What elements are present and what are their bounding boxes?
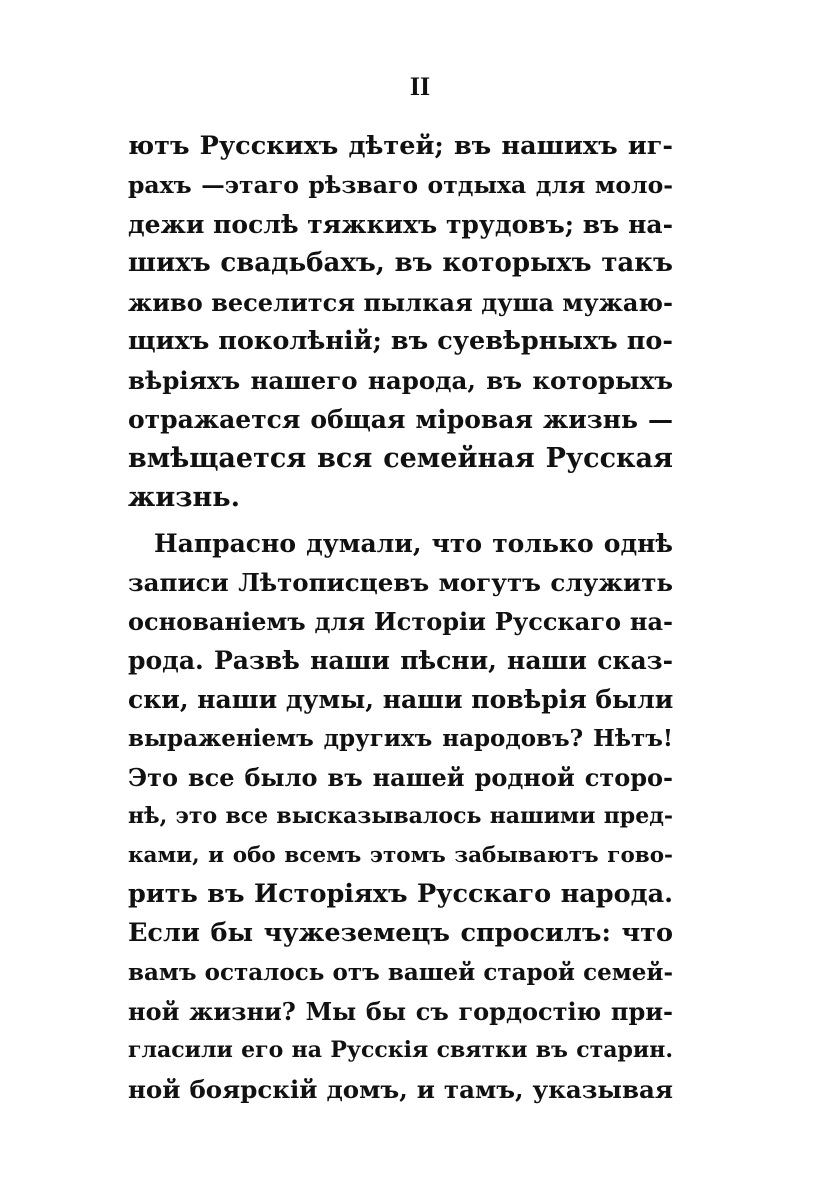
text-line: шихъ свадьбахъ, въ которыхъ такъ: [128, 248, 673, 278]
text-line: ски, наши думы, наши повѣрія были: [128, 685, 673, 714]
text-line: живо веселится пылкая душа мужаю-: [128, 288, 673, 317]
text-line: дежи послѣ тяжкихъ трудовъ; въ на-: [128, 210, 673, 239]
text-line: записи Лѣтописцевъ могутъ служить: [128, 568, 673, 597]
text-line: ной боярскій домъ, и тамъ, указывая: [128, 1075, 673, 1104]
text-line: Напрасно думали, что только однѣ: [154, 529, 673, 558]
text-line: вмѣщается вся семейная Русская: [128, 443, 673, 474]
text-line: ной жизни? Мы бы съ гордостію при-: [128, 997, 673, 1026]
text-line: гласили его на Русскія святки въ старин.: [128, 1037, 673, 1063]
text-line: рода. Развѣ наши пѣсни, наши сказ-: [128, 646, 673, 675]
text-line: отражается общая мірoвая жизнь —: [128, 405, 673, 434]
text-line: рить въ Исторіяхъ Русскаго народа.: [128, 879, 673, 909]
page-number: II: [409, 72, 431, 101]
text-line: основаніемъ для Исторіи Русскаго на-: [128, 607, 673, 636]
text-line: рахъ —этаго рѣзваго отдыха для моло-: [128, 171, 673, 199]
text-line: щихъ поколѣній; въ суевѣрныхъ по-: [128, 326, 673, 356]
paragraph-1: [128, 127, 673, 517]
text-line: Это все было въ нашей родной сторо-: [128, 763, 673, 792]
text-line: выраженіемъ другихъ народовъ? Нѣтъ!: [128, 725, 673, 752]
text-line: вамъ осталось отъ вашей старой семей-: [128, 959, 673, 986]
text-line: жизнь.: [128, 482, 241, 513]
text-line: ютъ Русскихъ дѣтей; въ нашихъ иг-: [128, 131, 673, 161]
text-line: Если бы чужеземецъ спросилъ: что: [128, 918, 673, 948]
text-line: нѣ, это все высказывалось нашими пред-: [128, 803, 673, 829]
paragraph-2: [128, 524, 673, 1109]
text-line: вѣріяхъ нашего народа, въ которыхъ: [128, 366, 673, 395]
text-line: ками, и обо всемъ этомъ забываютъ гово-: [128, 843, 673, 868]
